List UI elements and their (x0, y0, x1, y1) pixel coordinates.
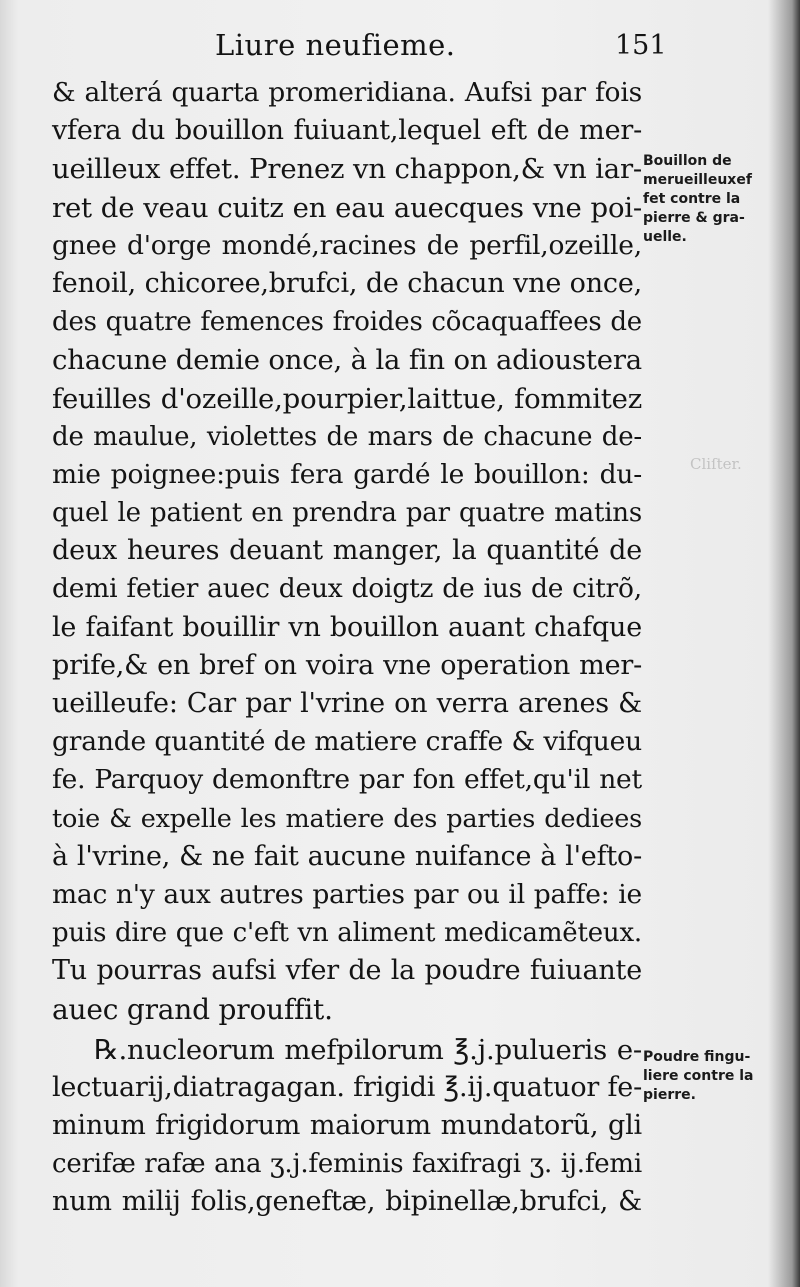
body-line: chacune demie once, à la fin on adioustera (52, 344, 642, 377)
body-line: gnee d'orge mondé,racines de perfil,ozeille, (52, 229, 642, 261)
body-line: de maulue, violettes de mars de chacune de- (52, 421, 642, 452)
body-line: des quatre femences froides cõcaquaffees de (52, 307, 642, 338)
margin-note-line: liere contre la (643, 1068, 754, 1084)
margin-note-line: fet contre la (643, 191, 741, 207)
recipe-line: ℞.nucleorum mefpilorum ℥.j.pulueris e- (94, 1033, 642, 1066)
body-line: grande quantité de matiere craffe & vifqueu (52, 726, 642, 758)
body-line: prife,& en bref on voira vne operation mer- (52, 649, 642, 681)
recipe-line: minum frigidorum maiorum mundatorũ, gli (52, 1110, 642, 1142)
margin-note-line: Poudre fingu- (643, 1049, 751, 1065)
page-number: 151 (615, 30, 667, 61)
body-line: ueilleufe: Car par l'vrine on verra arenes & (52, 688, 642, 719)
body-line: deux heures deuant manger, la quantité de (52, 535, 642, 567)
body-line: vfera du bouillon fuiuant,lequel eft de mer- (52, 115, 642, 147)
margin-note-poudre (643, 1048, 783, 1105)
body-line: mie poignee:puis fera gardé le bouillon: du- (52, 458, 642, 490)
recipe-line: lectuarij,diatragagan. frigidi ℥.ij.quatuor fe- (52, 1071, 642, 1103)
body-line: puis dire que c'eft vn aliment medicamẽteux. (52, 918, 642, 949)
body-line: le faifant bouillir vn bouillon auant chafque (52, 611, 642, 643)
body-line: & alterá quarta promeridiana. Aufsi par fois (52, 77, 642, 108)
margin-note-line: pierre. (643, 1087, 696, 1103)
body-line: auec grand prouffit. (52, 992, 333, 1026)
recipe-line: num milij folis,geneftæ, bipinellæ,brufci, & (52, 1186, 642, 1218)
margin-note-bouillon (643, 152, 783, 247)
body-line: ueilleux effet. Prenez vn chappon,& vn iar- (52, 153, 642, 186)
running-title: Liure neufieme. (215, 28, 456, 62)
body-line: toie & expelle les matiere des parties dediees (52, 803, 642, 834)
body-line: demi fetier auec deux doigtz de ius de citrõ, (52, 573, 642, 605)
margin-note-line: Bouillon de (643, 153, 732, 169)
margin-note-line: uelle. (643, 229, 687, 245)
recipe-line: cerifæ rafæ ana ʒ.j.feminis faxifragi ʒ. ij.femi (52, 1149, 642, 1180)
body-line: fe. Parquoy demonftre par fon effet,qu'il net (52, 764, 642, 796)
body-text (52, 74, 642, 1222)
body-line: Tu pourras aufsi vfer de la poudre fuiuante (52, 955, 642, 987)
body-line: mac n'y aux autres parties par ou il paffe: ie (52, 878, 642, 910)
body-line: feuilles d'ozeille,pourpier,laittue, fommitez (52, 382, 642, 415)
bleed-through-text: Cliſter. (690, 455, 742, 473)
body-line: ret de veau cuitz en eau auecques vne poi- (52, 191, 642, 224)
margin-note-line: pierre & gra- (643, 210, 745, 226)
running-head (215, 28, 667, 68)
body-line: fenoil, chicoree,brufci, de chacun vne once, (52, 267, 642, 299)
body-line: à l'vrine, & ne fait aucune nuifance à l'efto- (52, 840, 642, 872)
body-line: quel le patient en prendra par quatre matins (52, 498, 642, 529)
margin-note-line: merueilleuxef (643, 172, 752, 188)
